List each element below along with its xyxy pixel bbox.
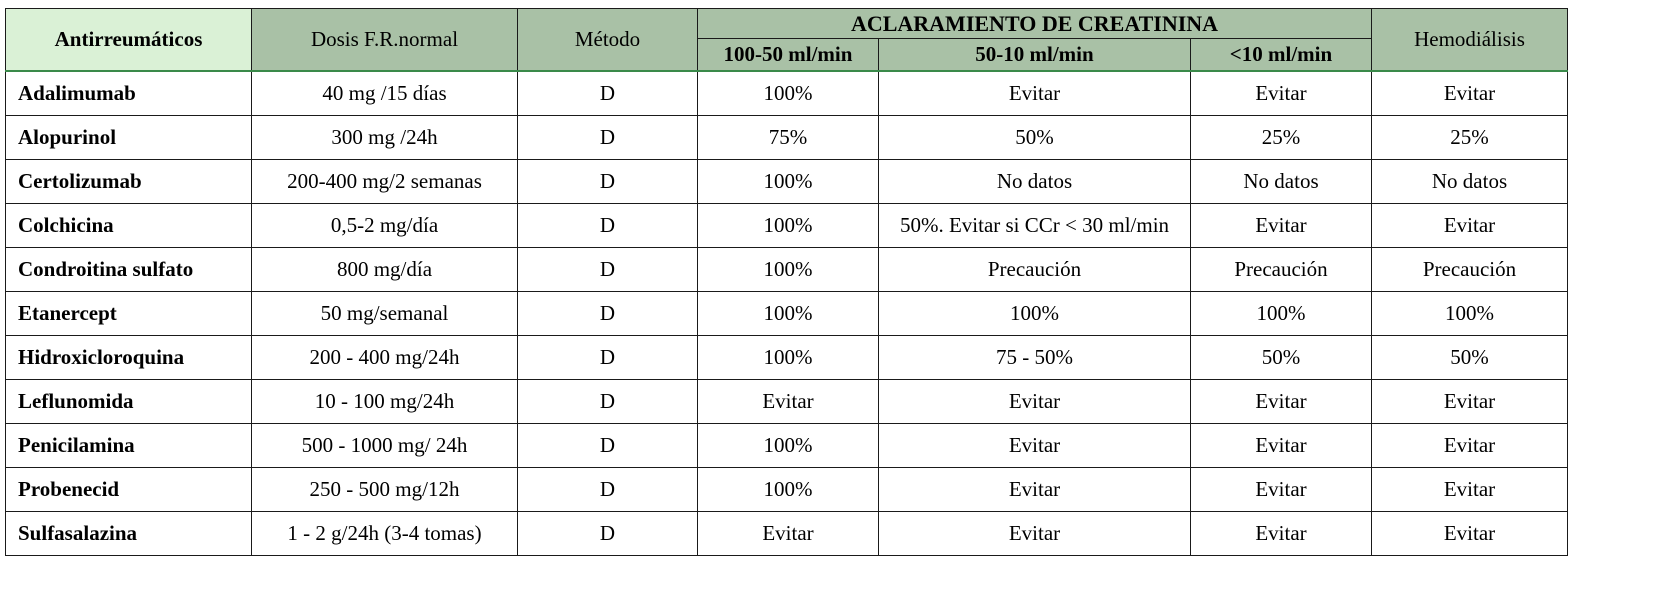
cell-clearance-100-50: 100% bbox=[698, 71, 879, 116]
cell-dose: 300 mg /24h bbox=[252, 116, 518, 160]
table-row bbox=[6, 424, 1568, 468]
cell-dose: 1 - 2 g/24h (3-4 tomas) bbox=[252, 512, 518, 556]
cell-drug: Certolizumab bbox=[6, 160, 252, 204]
cell-dose: 800 mg/día bbox=[252, 248, 518, 292]
cell-clearance-100-50: 100% bbox=[698, 160, 879, 204]
cell-clearance-under-10: No datos bbox=[1191, 160, 1372, 204]
cell-method: D bbox=[518, 204, 698, 248]
table-header bbox=[6, 9, 1568, 72]
table-row bbox=[6, 336, 1568, 380]
cell-clearance-under-10: Evitar bbox=[1191, 204, 1372, 248]
cell-dose: 500 - 1000 mg/ 24h bbox=[252, 424, 518, 468]
cell-drug: Sulfasalazina bbox=[6, 512, 252, 556]
cell-clearance-100-50: 75% bbox=[698, 116, 879, 160]
header-clearance-100-50: 100-50 ml/min bbox=[698, 39, 879, 72]
cell-clearance-100-50: Evitar bbox=[698, 512, 879, 556]
cell-hemodialysis: Evitar bbox=[1372, 71, 1568, 116]
cell-clearance-under-10: Evitar bbox=[1191, 512, 1372, 556]
cell-drug: Penicilamina bbox=[6, 424, 252, 468]
cell-drug: Colchicina bbox=[6, 204, 252, 248]
cell-clearance-under-10: Evitar bbox=[1191, 380, 1372, 424]
cell-clearance-100-50: Evitar bbox=[698, 380, 879, 424]
cell-clearance-under-10: 50% bbox=[1191, 336, 1372, 380]
cell-hemodialysis: 25% bbox=[1372, 116, 1568, 160]
table-row bbox=[6, 71, 1568, 116]
cell-method: D bbox=[518, 380, 698, 424]
cell-dose: 10 - 100 mg/24h bbox=[252, 380, 518, 424]
header-method: Método bbox=[518, 9, 698, 72]
cell-clearance-100-50: 100% bbox=[698, 248, 879, 292]
cell-clearance-100-50: 100% bbox=[698, 336, 879, 380]
cell-hemodialysis: Precaución bbox=[1372, 248, 1568, 292]
cell-clearance-under-10: 25% bbox=[1191, 116, 1372, 160]
header-drug: Antirreumáticos bbox=[6, 9, 252, 72]
cell-clearance-under-10: Evitar bbox=[1191, 71, 1372, 116]
cell-method: D bbox=[518, 336, 698, 380]
cell-method: D bbox=[518, 71, 698, 116]
cell-clearance-50-10: 100% bbox=[879, 292, 1191, 336]
cell-drug: Alopurinol bbox=[6, 116, 252, 160]
cell-clearance-under-10: Evitar bbox=[1191, 424, 1372, 468]
cell-method: D bbox=[518, 424, 698, 468]
cell-clearance-under-10: Precaución bbox=[1191, 248, 1372, 292]
cell-method: D bbox=[518, 160, 698, 204]
cell-hemodialysis: Evitar bbox=[1372, 424, 1568, 468]
cell-clearance-50-10: 75 - 50% bbox=[879, 336, 1191, 380]
cell-clearance-under-10: Evitar bbox=[1191, 468, 1372, 512]
renal-dosing-table bbox=[5, 8, 1568, 556]
cell-method: D bbox=[518, 512, 698, 556]
cell-hemodialysis: No datos bbox=[1372, 160, 1568, 204]
cell-drug: Condroitina sulfato bbox=[6, 248, 252, 292]
table-row bbox=[6, 380, 1568, 424]
table-body bbox=[6, 71, 1568, 556]
cell-hemodialysis: 100% bbox=[1372, 292, 1568, 336]
cell-hemodialysis: Evitar bbox=[1372, 512, 1568, 556]
cell-drug: Leflunomida bbox=[6, 380, 252, 424]
cell-clearance-50-10: No datos bbox=[879, 160, 1191, 204]
cell-clearance-100-50: 100% bbox=[698, 468, 879, 512]
header-hemodialysis: Hemodiálisis bbox=[1372, 9, 1568, 72]
cell-clearance-100-50: 100% bbox=[698, 204, 879, 248]
cell-hemodialysis: Evitar bbox=[1372, 468, 1568, 512]
cell-dose: 40 mg /15 días bbox=[252, 71, 518, 116]
cell-hemodialysis: Evitar bbox=[1372, 380, 1568, 424]
cell-hemodialysis: Evitar bbox=[1372, 204, 1568, 248]
cell-dose: 200-400 mg/2 semanas bbox=[252, 160, 518, 204]
cell-clearance-50-10: Evitar bbox=[879, 380, 1191, 424]
cell-dose: 250 - 500 mg/12h bbox=[252, 468, 518, 512]
cell-drug: Probenecid bbox=[6, 468, 252, 512]
cell-method: D bbox=[518, 116, 698, 160]
table-row bbox=[6, 116, 1568, 160]
cell-clearance-50-10: Evitar bbox=[879, 424, 1191, 468]
cell-dose: 0,5-2 mg/día bbox=[252, 204, 518, 248]
cell-clearance-50-10: Precaución bbox=[879, 248, 1191, 292]
cell-method: D bbox=[518, 468, 698, 512]
cell-method: D bbox=[518, 292, 698, 336]
table-row bbox=[6, 512, 1568, 556]
table-row bbox=[6, 248, 1568, 292]
header-creatinine-clearance: ACLARAMIENTO DE CREATININA bbox=[698, 9, 1372, 39]
table-row bbox=[6, 468, 1568, 512]
header-clearance-50-10: 50-10 ml/min bbox=[879, 39, 1191, 72]
cell-drug: Adalimumab bbox=[6, 71, 252, 116]
table-row bbox=[6, 292, 1568, 336]
header-clearance-under-10: <10 ml/min bbox=[1191, 39, 1372, 72]
cell-clearance-50-10: 50% bbox=[879, 116, 1191, 160]
dosing-table-container bbox=[5, 8, 1568, 556]
cell-drug: Hidroxicloroquina bbox=[6, 336, 252, 380]
header-dose: Dosis F.R.normal bbox=[252, 9, 518, 72]
table-row bbox=[6, 204, 1568, 248]
cell-clearance-under-10: 100% bbox=[1191, 292, 1372, 336]
cell-clearance-50-10: 50%. Evitar si CCr < 30 ml/min bbox=[879, 204, 1191, 248]
cell-method: D bbox=[518, 248, 698, 292]
cell-hemodialysis: 50% bbox=[1372, 336, 1568, 380]
table-row bbox=[6, 160, 1568, 204]
cell-dose: 50 mg/semanal bbox=[252, 292, 518, 336]
cell-drug: Etanercept bbox=[6, 292, 252, 336]
cell-clearance-100-50: 100% bbox=[698, 424, 879, 468]
cell-dose: 200 - 400 mg/24h bbox=[252, 336, 518, 380]
cell-clearance-100-50: 100% bbox=[698, 292, 879, 336]
cell-clearance-50-10: Evitar bbox=[879, 71, 1191, 116]
cell-clearance-50-10: Evitar bbox=[879, 512, 1191, 556]
cell-clearance-50-10: Evitar bbox=[879, 468, 1191, 512]
